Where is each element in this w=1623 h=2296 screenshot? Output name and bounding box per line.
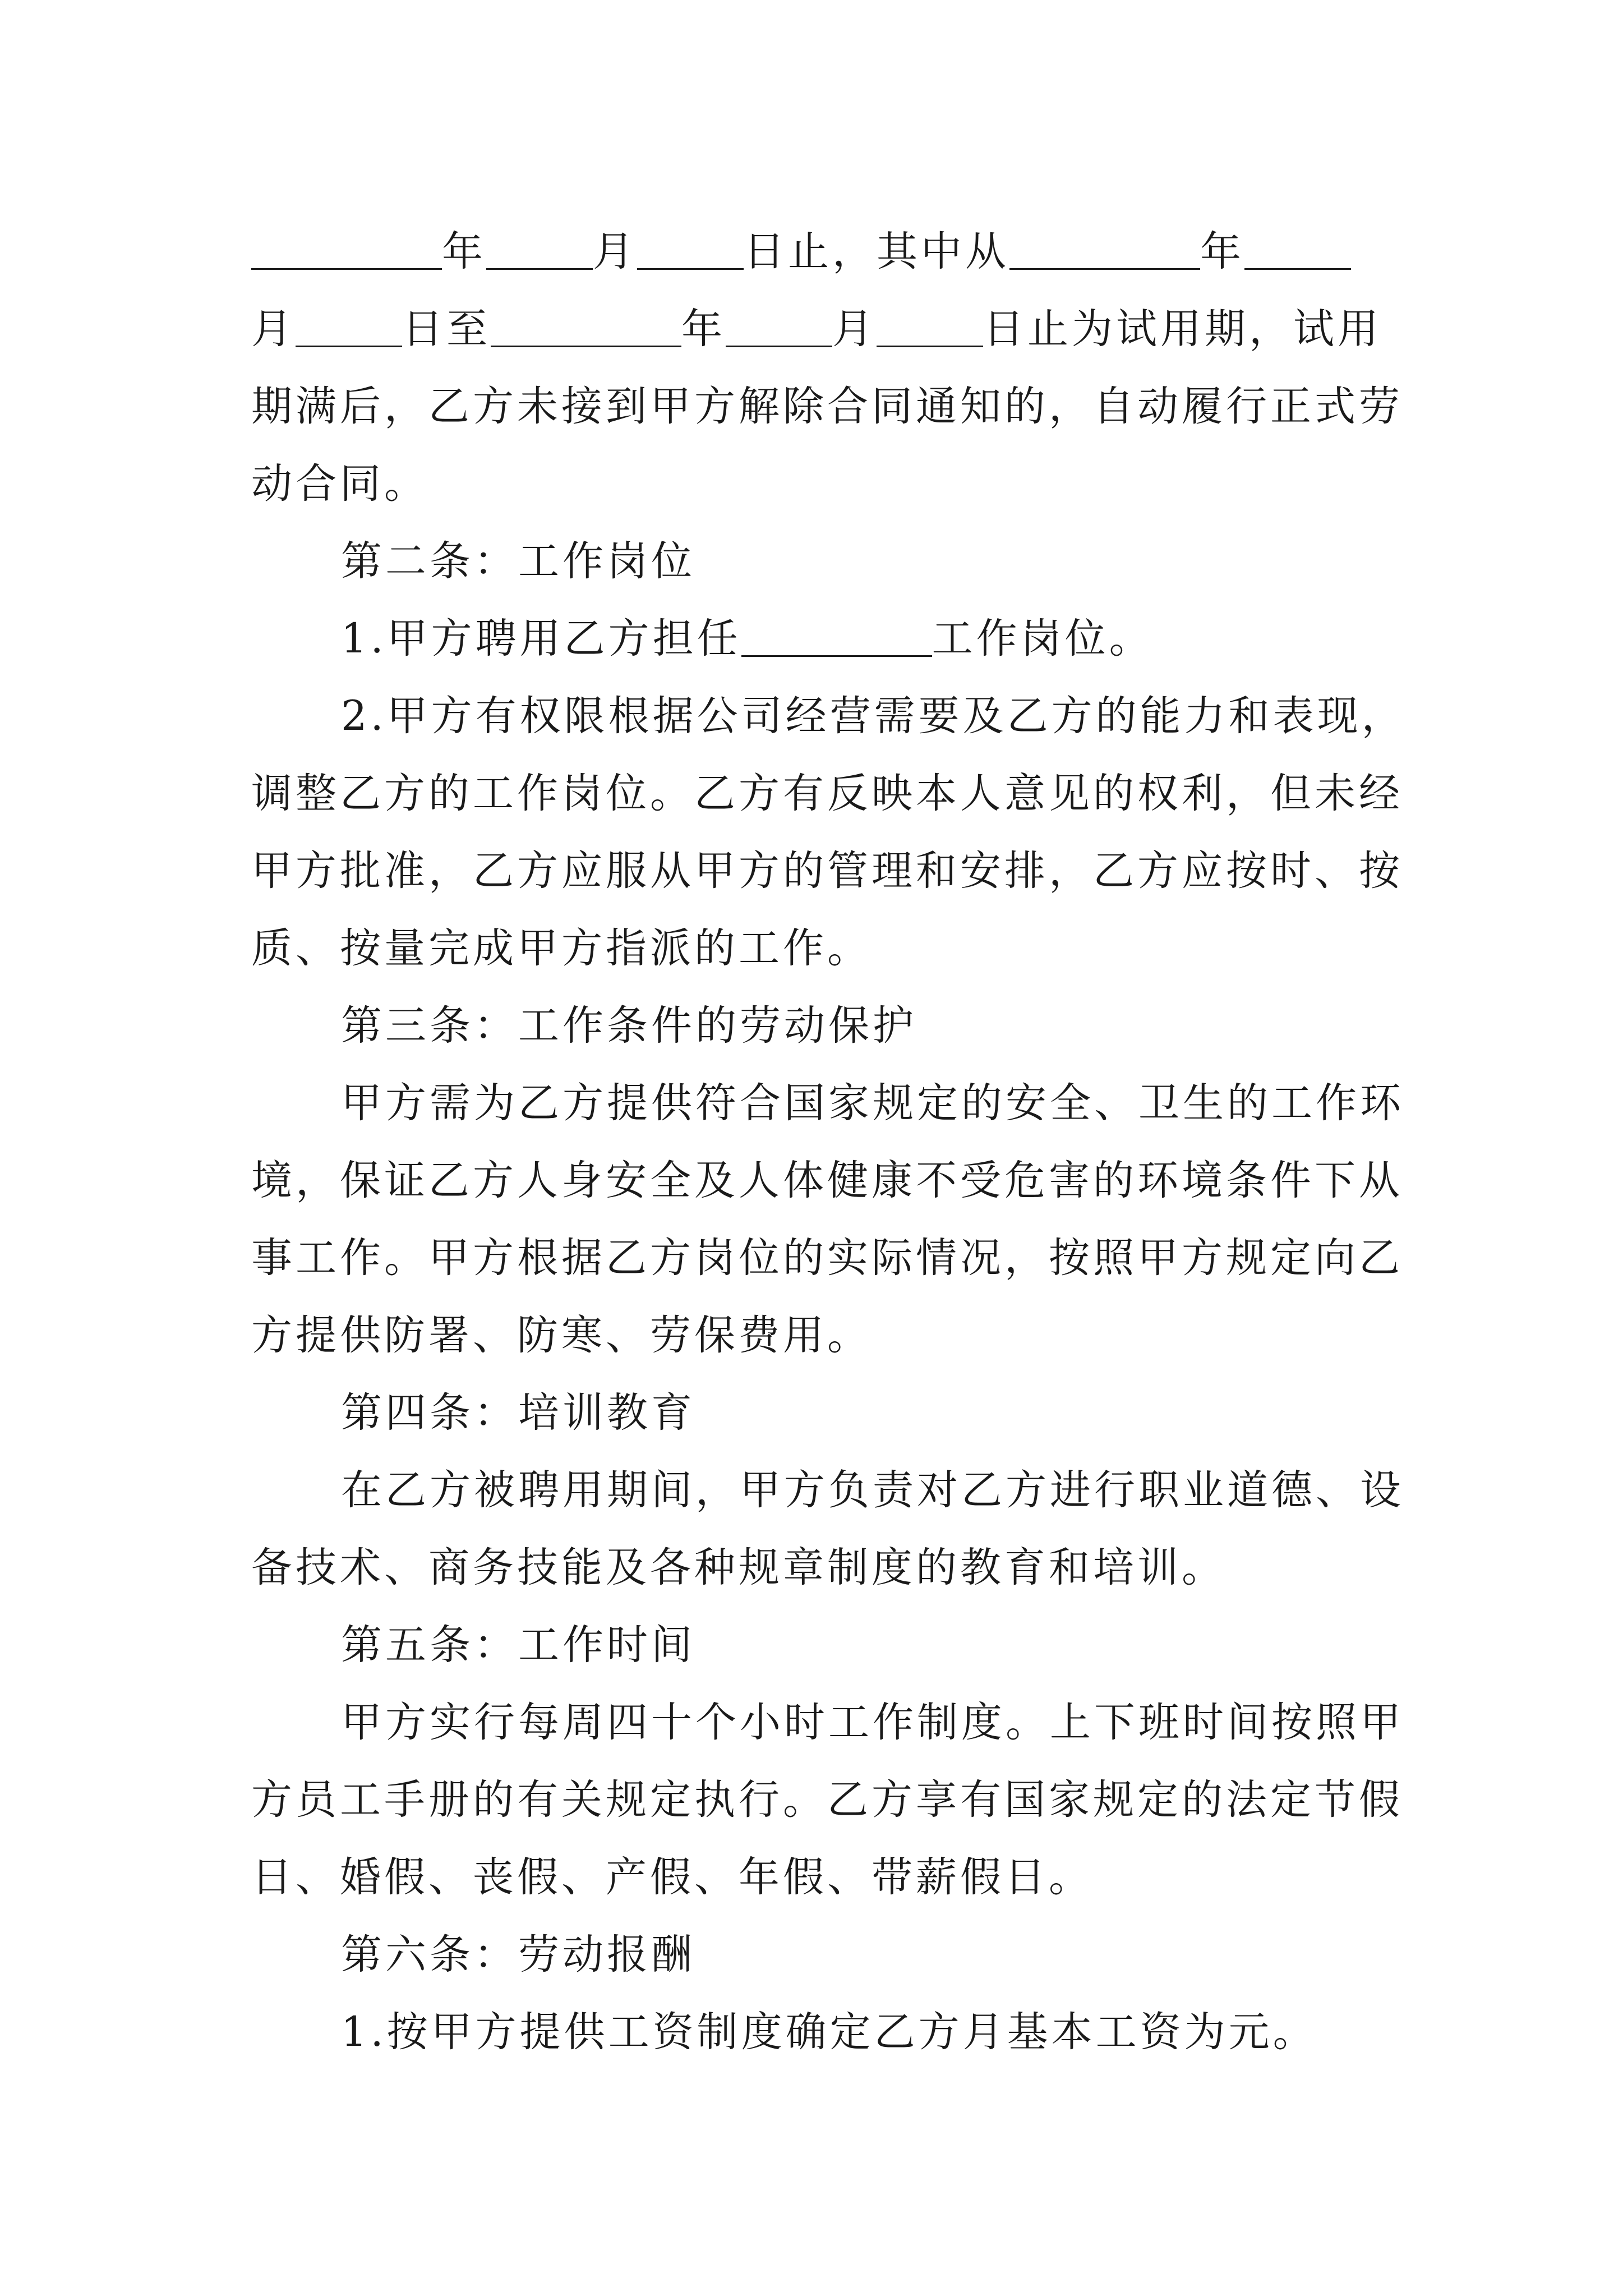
- text-line: 方提供防署、防寒、劳保费用。: [251, 1312, 872, 1359]
- text-line: 日、婚假、丧假、产假、年假、带薪假日。: [251, 1853, 1093, 1901]
- text-segment: 日止，其中从: [744, 228, 1009, 275]
- text-line: 在乙方被聘用期间，甲方负责对乙方进行职业道德、设: [341, 1466, 1404, 1514]
- document-page: [251, 213, 1406, 2071]
- text-line: 方员工手册的有关规定执行。乙方享有国家规定的法定节假: [251, 1776, 1403, 1824]
- text-line: 事工作。甲方根据乙方岗位的实际情况，按照甲方规定向乙: [251, 1234, 1403, 1282]
- blank-day-field[interactable]: [296, 309, 402, 347]
- blank-month-field[interactable]: [1244, 231, 1351, 270]
- section-heading: 第四条：培训教育: [341, 1389, 695, 1437]
- text-line: 动合同。: [251, 460, 428, 508]
- text-line: 2.甲方有权限根据公司经营需要及乙方的能力和表现，: [341, 692, 1406, 740]
- text-segment: 月: [593, 228, 637, 275]
- blank-month-field[interactable]: [486, 231, 593, 270]
- text-line: [251, 213, 1390, 291]
- blank-year-field[interactable]: [1009, 231, 1200, 270]
- text-line: 甲方批准，乙方应服从甲方的管理和安排，乙方应按时、按: [251, 847, 1403, 895]
- text-segment: 年: [681, 305, 726, 353]
- blank-position-field[interactable]: [741, 618, 932, 657]
- text-segment: 年: [442, 228, 486, 275]
- blank-month-field[interactable]: [726, 309, 832, 347]
- text-line: 1.按甲方提供工资制度确定乙方月基本工资为元。: [341, 2008, 1317, 2056]
- text-line: 甲方需为乙方提供符合国家规定的安全、卫生的工作环: [341, 1079, 1404, 1127]
- text-line: 境，保证乙方人身安全及人体健康不受危害的环境条件下从: [251, 1157, 1403, 1204]
- text-line: [251, 600, 1390, 678]
- text-line: 调整乙方的工作岗位。乙方有反映本人意见的权利，但未经: [251, 770, 1403, 817]
- text-segment: 月: [832, 305, 877, 353]
- text-segment: 日至: [402, 305, 491, 353]
- blank-day-field[interactable]: [637, 231, 744, 270]
- section-heading: 第二条：工作岗位: [341, 537, 695, 585]
- text-segment: 年: [1200, 228, 1244, 275]
- text-segment: 1.甲方聘用乙方担任: [341, 615, 741, 662]
- text-segment: 工作岗位。: [932, 615, 1154, 662]
- section-heading: 第五条：工作时间: [341, 1621, 695, 1669]
- section-heading: 第六条：劳动报酬: [341, 1931, 695, 1978]
- text-segment: 月: [251, 305, 296, 353]
- section-heading: 第三条：工作条件的劳动保护: [341, 1002, 917, 1050]
- blank-year-field[interactable]: [251, 231, 442, 270]
- blank-year-field[interactable]: [491, 309, 681, 347]
- text-line: 期满后，乙方未接到甲方解除合同通知的，自动履行正式劳: [251, 383, 1403, 430]
- text-line: [251, 291, 1390, 368]
- blank-day-field[interactable]: [877, 309, 983, 347]
- text-line: 甲方实行每周四十个小时工作制度。上下班时间按照甲: [341, 1699, 1404, 1746]
- text-line: 备技术、商务技能及各种规章制度的教育和培训。: [251, 1544, 1226, 1591]
- text-segment: 日止为试用期，试用: [983, 305, 1382, 353]
- text-line: 质、按量完成甲方指派的工作。: [251, 924, 872, 972]
